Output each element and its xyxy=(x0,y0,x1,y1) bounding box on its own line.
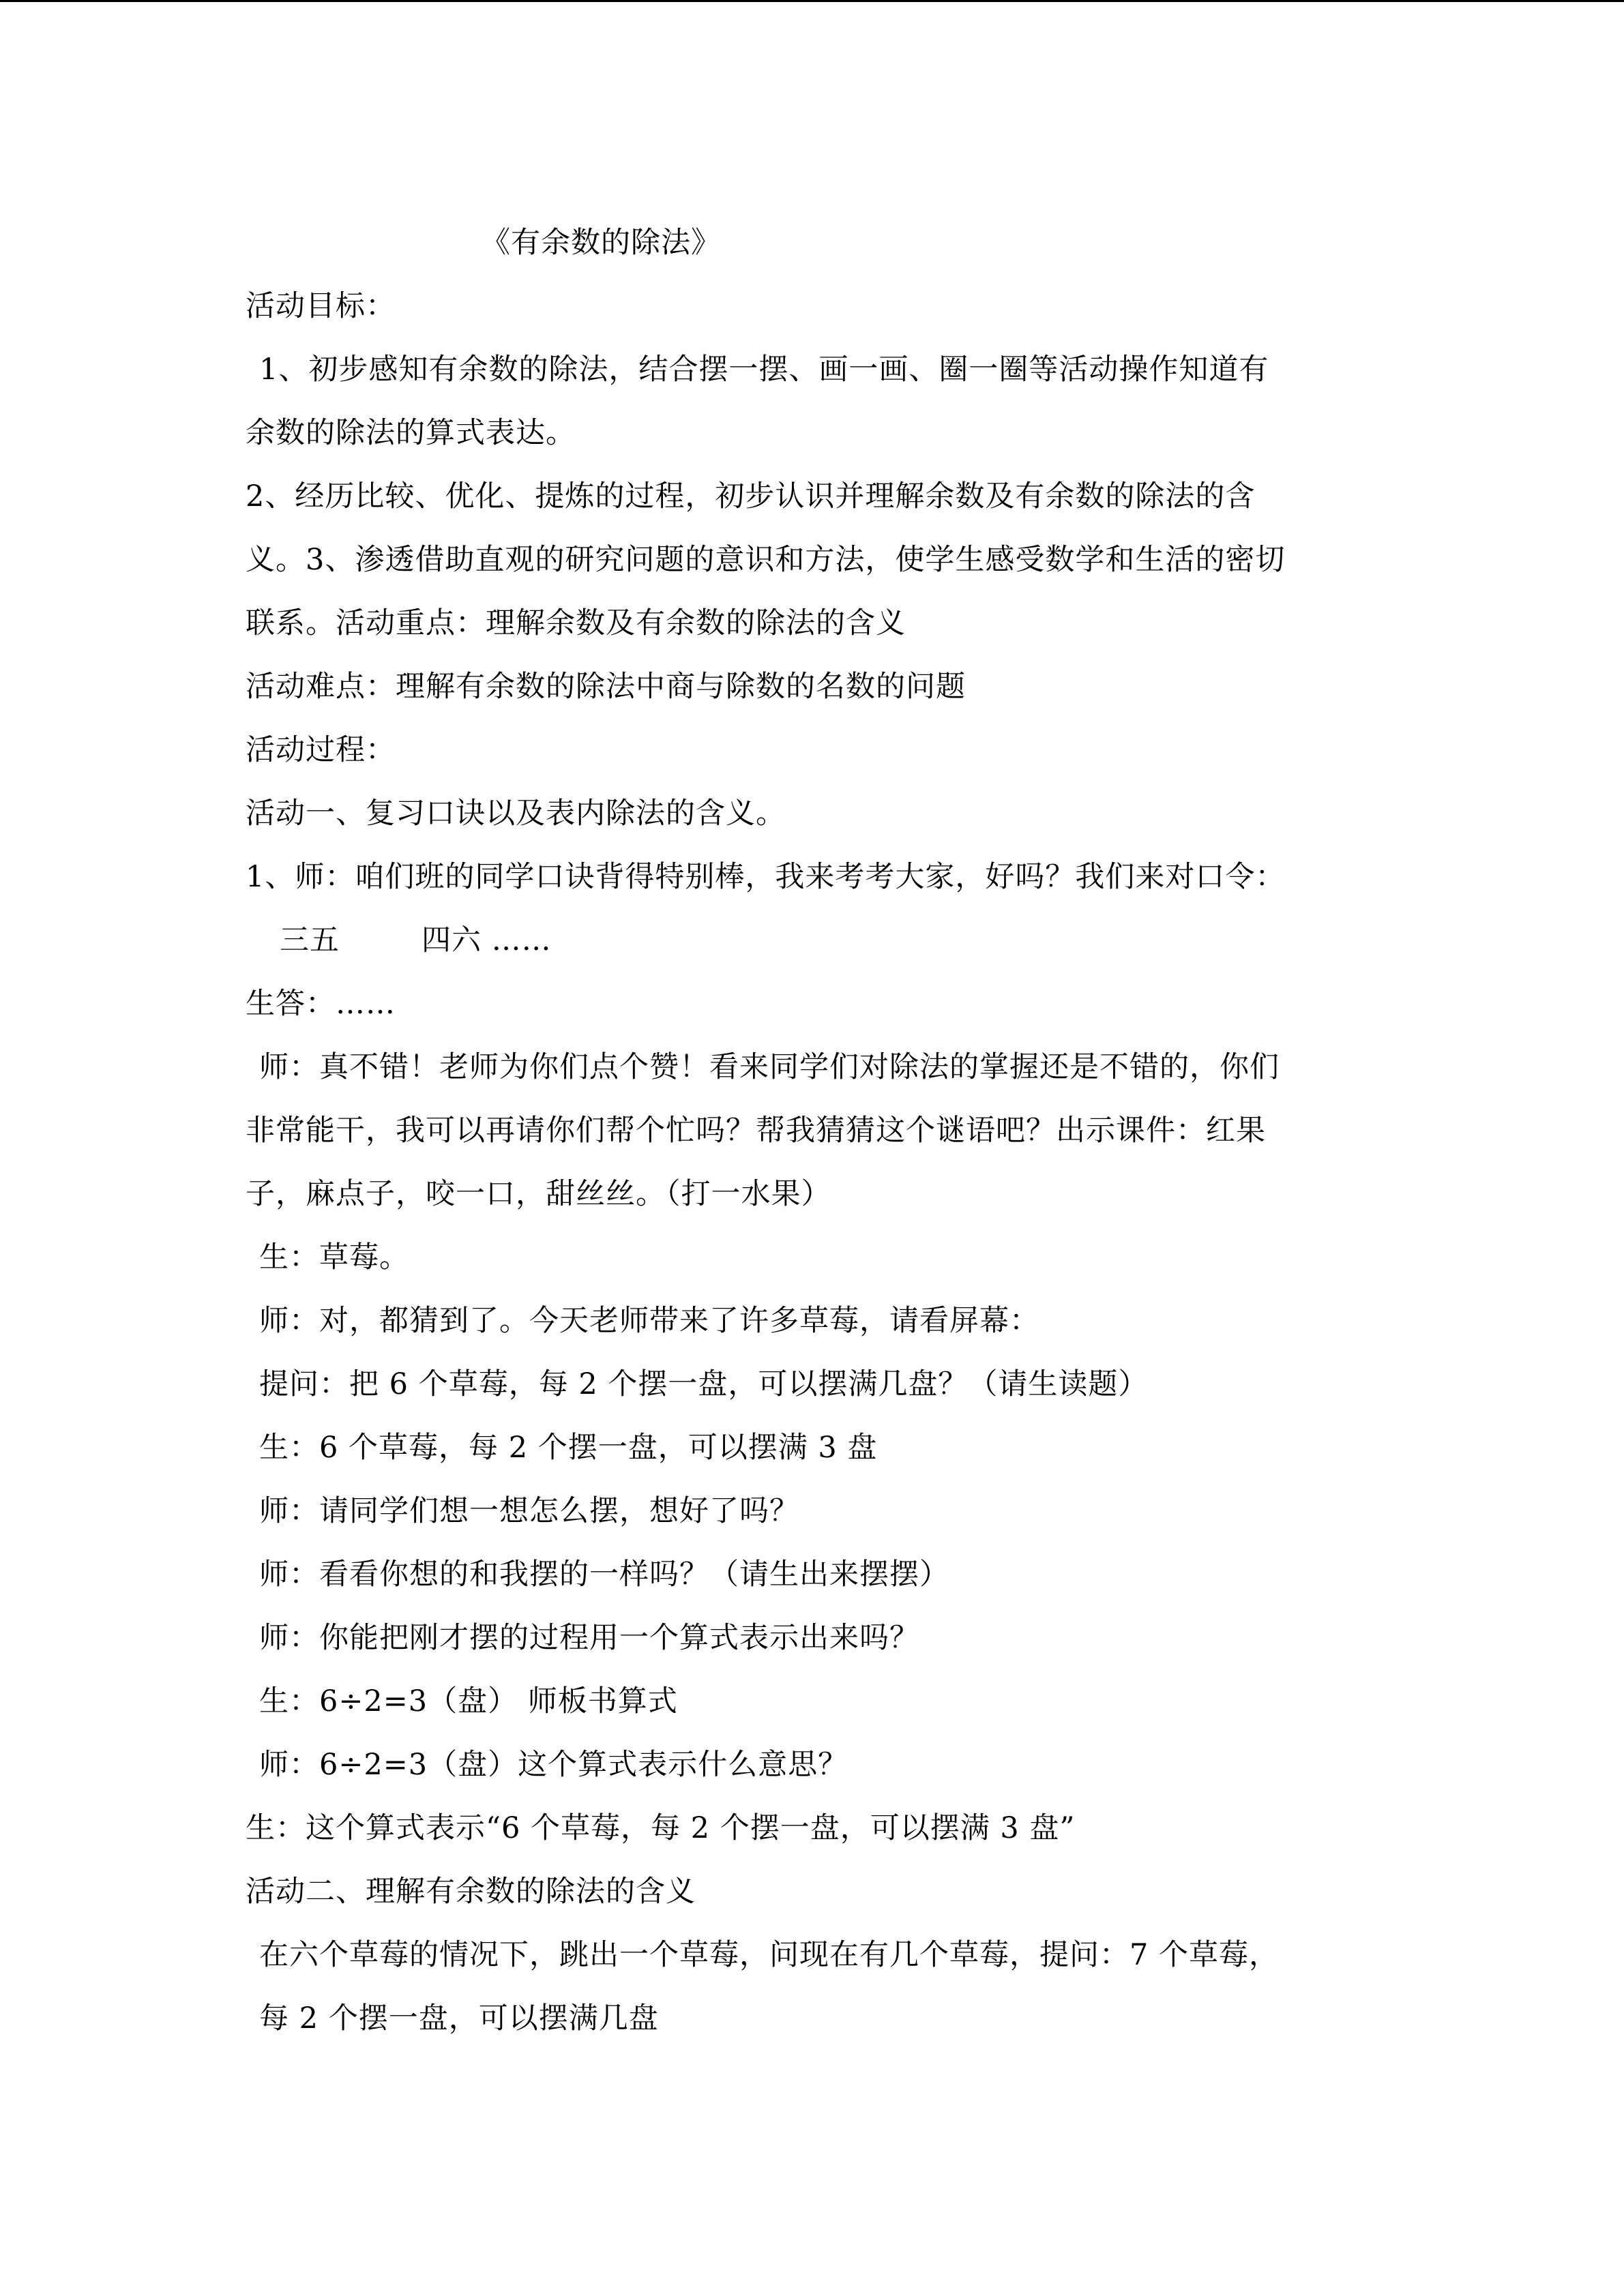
section-heading-goals: 活动目标： xyxy=(246,289,396,323)
paragraph-line: 师：6÷2=3（盘）这个算式表示什么意思？ xyxy=(259,1748,848,1782)
paragraph-line: 师：看看你想的和我摆的一样吗？（请生出来摆摆） xyxy=(259,1557,949,1592)
paragraph-line: 1、初步感知有余数的除法，结合摆一摆、画一画、圈一圈等活动操作知道有 xyxy=(259,353,1269,387)
activity-one-heading: 活动一、复习口诀以及表内除法的含义。 xyxy=(246,796,786,831)
paragraph-line: 师：请同学们想一想怎么摆，想好了吗？ xyxy=(259,1494,799,1528)
paragraph-line: 生答：…… xyxy=(246,987,396,1021)
paragraph-line: 义。3、渗透借助直观的研究问题的意识和方法，使学生感受数学和生活的密切 xyxy=(246,543,1286,577)
document-body xyxy=(246,211,1405,2051)
paragraph-line: 活动难点：理解有余数的除法中商与除数的名数的问题 xyxy=(246,670,966,704)
paragraph-line: 1、师：咱们班的同学口诀背得特别棒，我来考考大家，好吗？我们来对口令： xyxy=(246,860,1286,894)
page-top-border xyxy=(0,0,1624,2)
paragraph-line: 余数的除法的算式表达。 xyxy=(246,416,576,450)
paragraph-line: 师：对，都猜到了。今天老师带来了许多草莓，请看屏幕： xyxy=(259,1304,1039,1338)
paragraph-line: 联系。活动重点：理解余数及有余数的除法的含义 xyxy=(246,606,906,640)
oral-quiz-b: 四六 …… xyxy=(422,923,552,957)
paragraph-line: 在六个草莓的情况下，跳出一个草莓，问现在有几个草莓，提问：7 个草莓， xyxy=(259,1938,1280,1972)
paragraph-line: 2、经历比较、优化、提炼的过程，初步认识并理解余数及有余数的除法的含 xyxy=(246,479,1256,513)
paragraph-line: 非常能干，我可以再请你们帮个忙吗？帮我猜猜这个谜语吧？出示课件：红果 xyxy=(246,1114,1266,1148)
paragraph-line: 提问：把 6 个草莓，每 2 个摆一盘，可以摆满几盘？（请生读题） xyxy=(259,1367,1149,1401)
paragraph-line: 子，麻点子，咬一口，甜丝丝。（打一水果） xyxy=(246,1177,831,1211)
paragraph-line: 生：草莓。 xyxy=(259,1240,409,1274)
document-title: 《有余数的除法》 xyxy=(481,226,721,260)
oral-quiz-line xyxy=(246,909,1405,972)
section-heading-process: 活动过程： xyxy=(246,733,396,767)
paragraph-line: 师：真不错！老师为你们点个赞！看来同学们对除法的掌握还是不错的，你们 xyxy=(259,1050,1280,1084)
paragraph-line: 生：这个算式表示“6 个草莓，每 2 个摆一盘，可以摆满 3 盘” xyxy=(246,1811,1076,1845)
paragraph-line: 生：6÷2=3（盘） 师板书算式 xyxy=(259,1684,678,1718)
paragraph-line: 生：6 个草莓，每 2 个摆一盘，可以摆满 3 盘 xyxy=(259,1431,878,1465)
paragraph-line: 每 2 个摆一盘，可以摆满几盘 xyxy=(259,2001,659,2036)
activity-two-heading: 活动二、理解有余数的除法的含义 xyxy=(246,1875,696,1909)
paragraph-line: 师：你能把刚才摆的过程用一个算式表示出来吗？ xyxy=(259,1621,919,1655)
oral-quiz-a: 三五 xyxy=(280,923,340,957)
